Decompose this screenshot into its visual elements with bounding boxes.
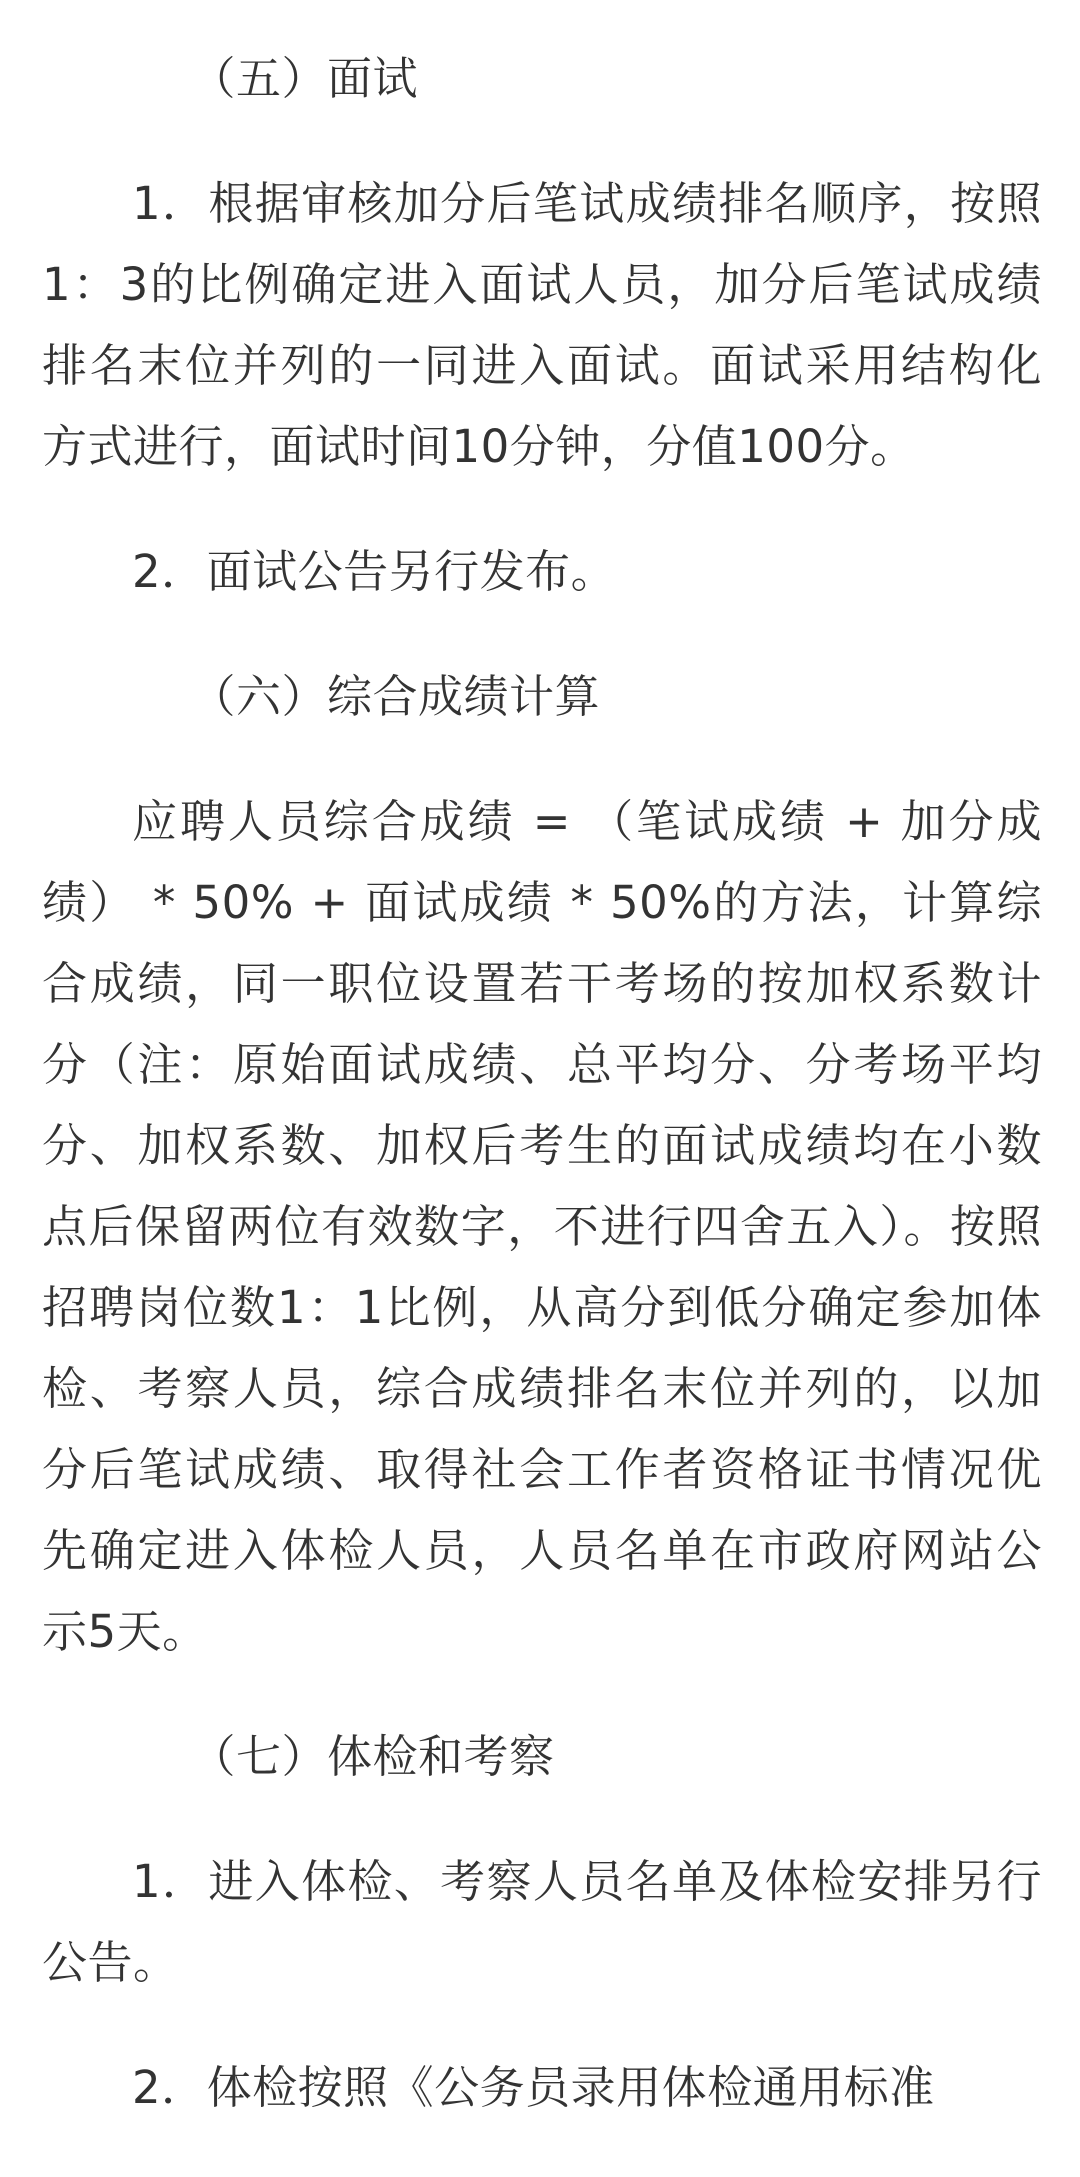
section-heading-score-calculation: （六）综合成绩计算 <box>190 670 601 723</box>
paragraph-interview-ratio: 1．根据审核加分后笔试成绩排名顺序，按照1：3的比例确定进入面试人员，加分后笔试成绩排名末位并列的一同进入面试。面试采用结构化方式进行，面试时间10分钟，分值100分。 <box>42 177 1042 473</box>
paragraph-exam-standard: 2．体检按照《公务员录用体检通用标准 <box>132 2061 935 2114</box>
section-heading-exam-inspection: （七）体检和考察 <box>190 1730 555 1783</box>
paragraph-interview-notice: 2．面试公告另行发布。 <box>132 545 617 598</box>
section-heading-interview: （五）面试 <box>190 52 419 105</box>
paragraph-exam-list: 1．进入体检、考察人员名单及体检安排另行公告。 <box>42 1855 1042 1989</box>
article-body <box>42 38 1042 2172</box>
paragraph-score-calculation: 应聘人员综合成绩 = （笔试成绩 + 加分成绩） * 50% + 面试成绩 * 50%的方法，计算综合成绩，同一职位设置若干考场的按加权系数计分（注：原始面试成绩、总平均分、分考场平均分、加权系数、加权后考生的面试成绩均在小数点后保留两位有效数字，不进行四舍五入）。按照招聘岗位数1：1比例，从高分到低分确定参加体检、考察人员，综合成绩排名末位并列的，以加分后笔试成绩、取得社会工作者资格证书情况优先确定进入体检人员，人员名单在市政府网站公示5天。 <box>42 795 1042 1658</box>
